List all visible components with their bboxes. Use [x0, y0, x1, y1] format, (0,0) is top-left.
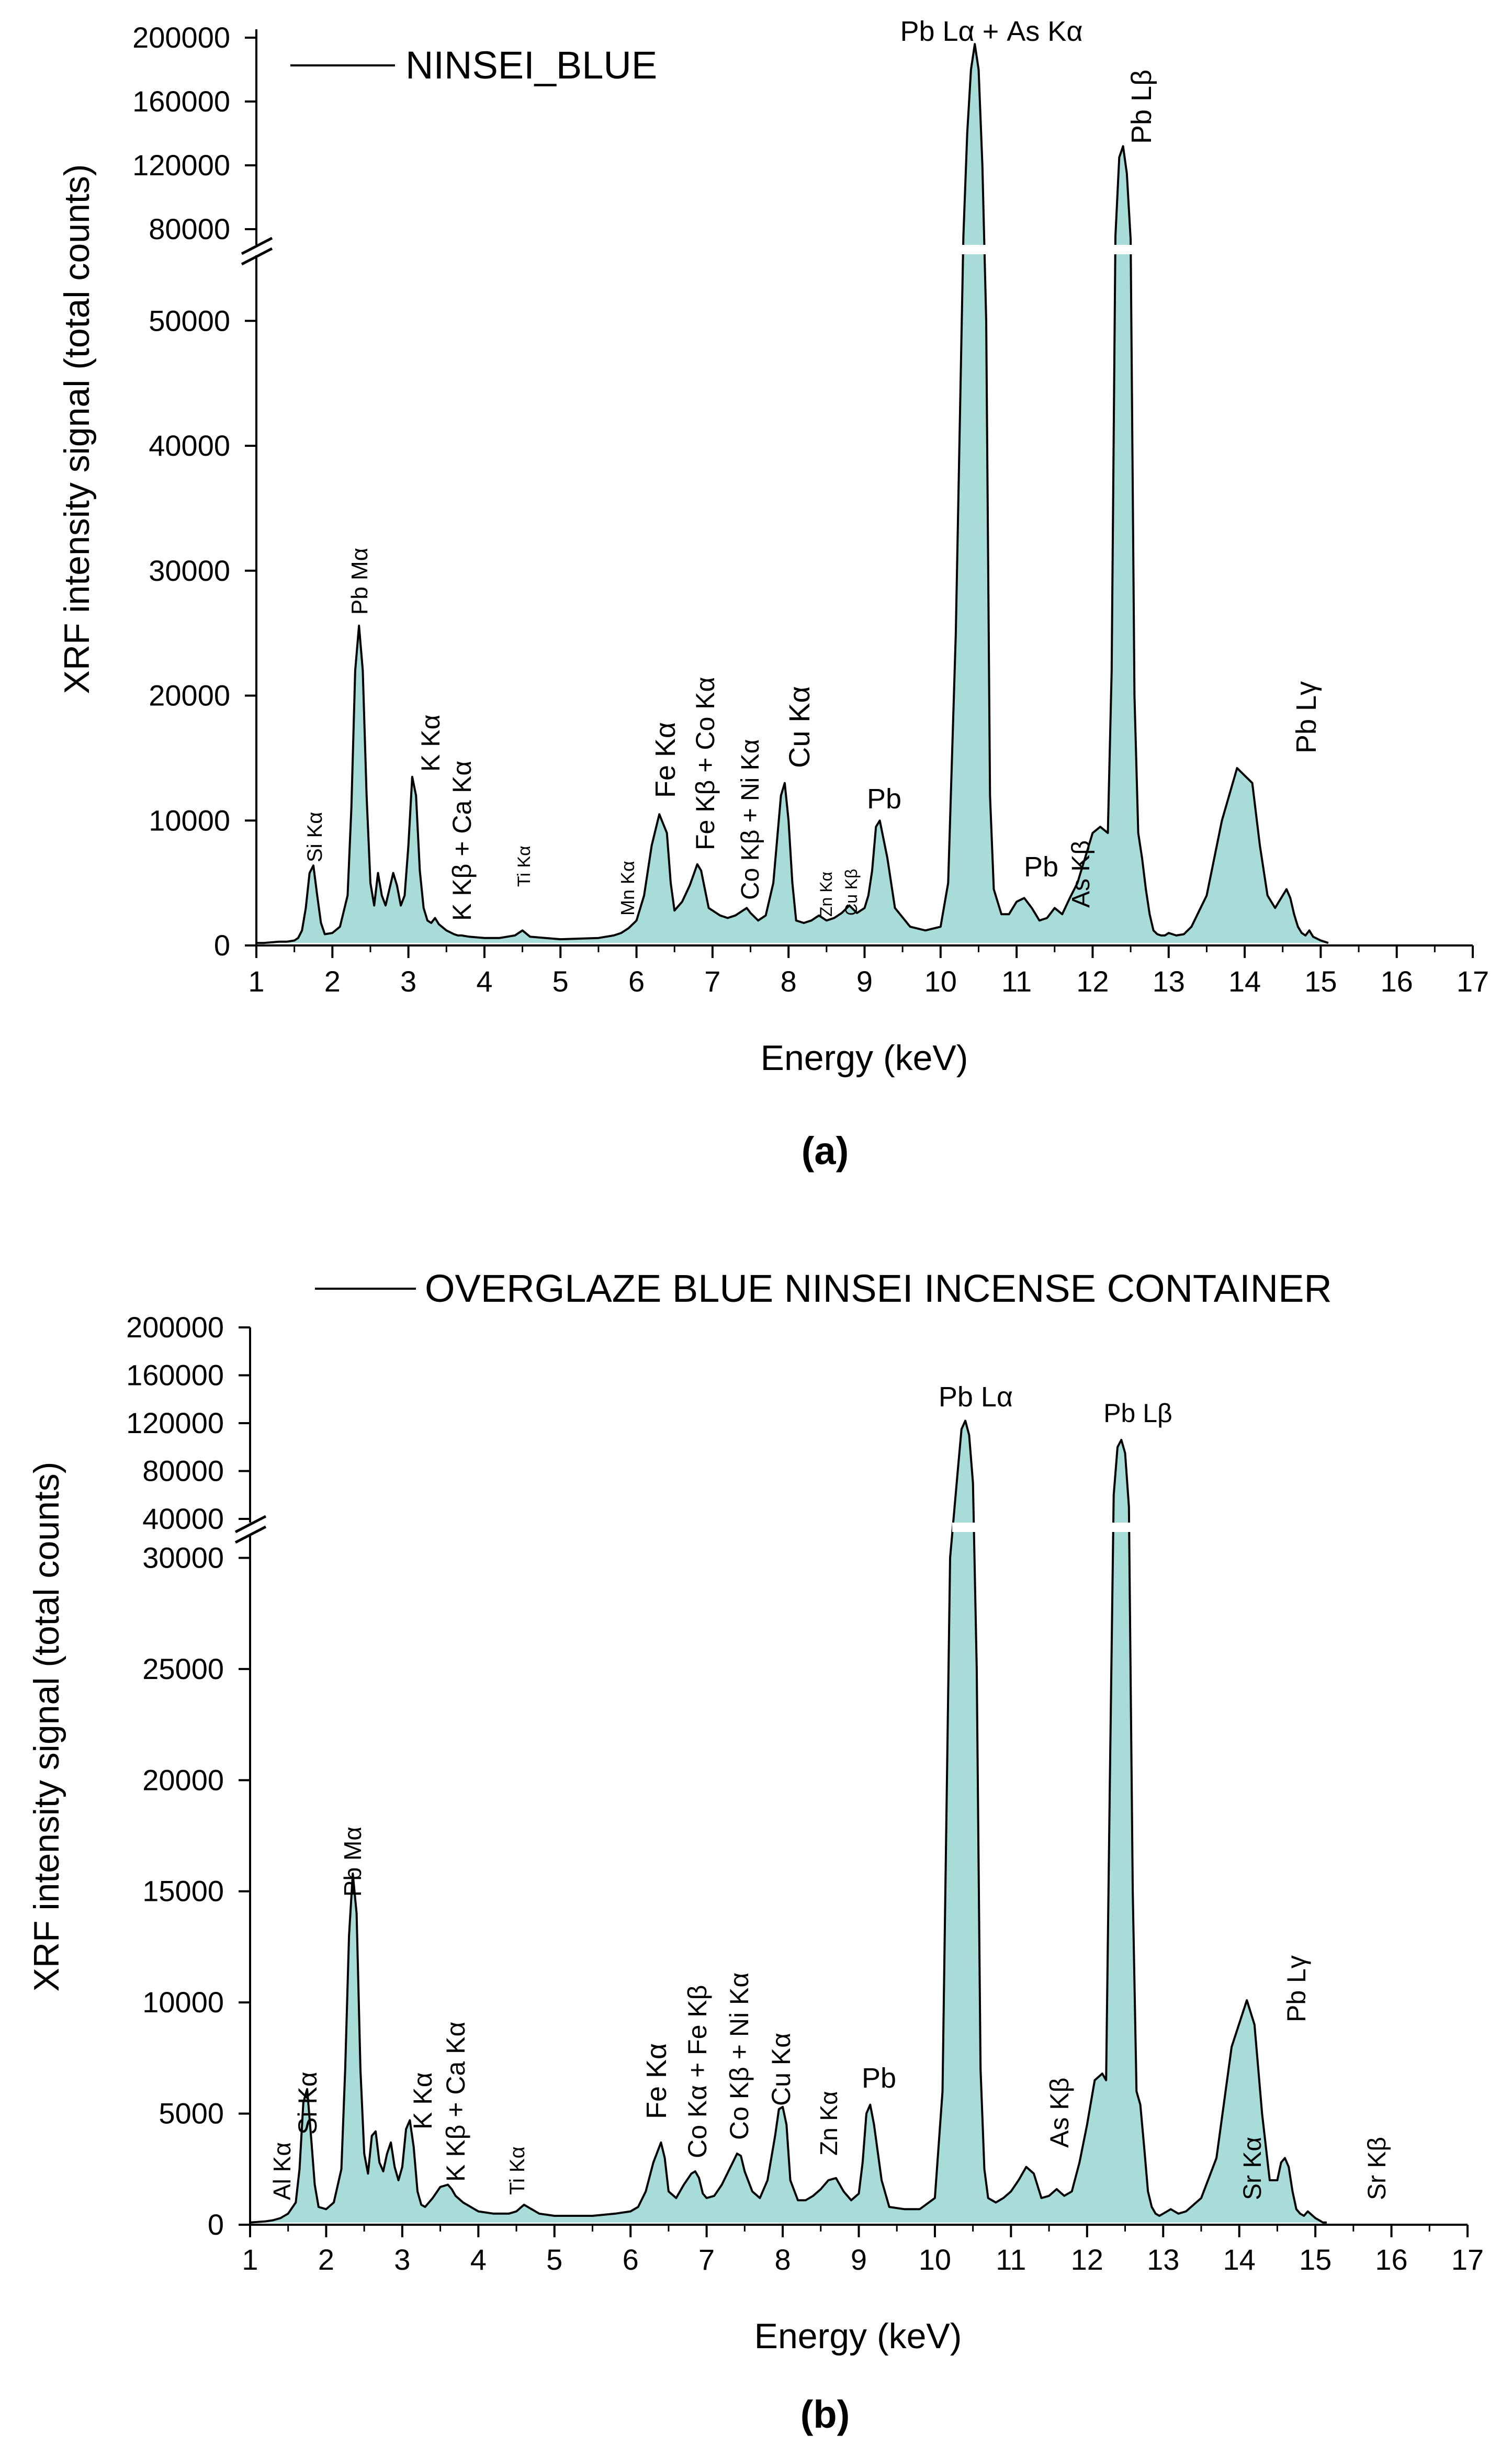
x-tick-label-a-11: 11	[1001, 965, 1032, 998]
annot-b-sr-kb: Sr Kβ	[1363, 2137, 1391, 2200]
y-tick-label-a-80000: 80000	[149, 212, 230, 245]
y-tick-label-a-0: 0	[213, 929, 230, 962]
annot-a-si-ka: Si Kα	[303, 812, 326, 862]
x-tick-label-b-1: 1	[242, 2243, 258, 2276]
x-tick-label-a-6: 6	[628, 965, 645, 998]
x-tick-label-b-15: 15	[1299, 2243, 1332, 2276]
panel-a-break-gap-peak2	[1109, 245, 1159, 254]
x-tick-label-a-5: 5	[552, 965, 569, 998]
annot-b-pb-la: Pb Lα	[938, 1381, 1013, 1413]
annot-a-as-kb: As Kβ	[1067, 840, 1095, 908]
y-tick-label-b-10000: 10000	[142, 1986, 224, 2019]
x-tick-label-b-6: 6	[622, 2243, 639, 2276]
panel-b-y-axis-label: XRF intensity signal (total counts)	[27, 1461, 66, 1992]
x-tick-label-b-14: 14	[1223, 2243, 1256, 2276]
y-tick-label-a-20000: 20000	[149, 679, 230, 712]
panel-a-x-axis-label: Energy (keV)	[760, 1038, 968, 1078]
x-tick-label-b-10: 10	[918, 2243, 952, 2276]
x-tick-label-b-3: 3	[394, 2243, 411, 2276]
x-tick-label-b-7: 7	[698, 2243, 715, 2276]
annot-a-mn-ka: Mn Kα	[617, 861, 638, 916]
x-tick-label-a-9: 9	[856, 965, 873, 998]
x-tick-label-a-10: 10	[924, 965, 957, 998]
x-tick-label-b-11: 11	[996, 2243, 1026, 2276]
y-tick-label-b-30000: 30000	[142, 1541, 224, 1574]
y-tick-label-a-160000: 160000	[132, 85, 230, 118]
annot-b-k-ka: K Kα	[408, 2072, 437, 2129]
y-tick-label-a-120000: 120000	[132, 149, 230, 182]
y-tick-label-b-5000: 5000	[159, 2097, 224, 2130]
annot-b-zn-ka: Zn Kα	[815, 2091, 842, 2156]
x-tick-label-a-8: 8	[780, 965, 797, 998]
panel-a-panel-label: (a)	[801, 1129, 849, 1173]
annot-b-pb: Pb	[861, 2063, 897, 2094]
annot-a-k-ka: K Kα	[416, 714, 445, 772]
y-tick-label-b-25000: 25000	[142, 1652, 224, 1685]
x-tick-label-a-13: 13	[1152, 965, 1185, 998]
annot-b-co-ka-fe-kb: Co Kα + Fe Kβ	[683, 1985, 712, 2158]
x-tick-label-a-3: 3	[400, 965, 417, 998]
y-tick-label-b-20000: 20000	[142, 1763, 224, 1797]
x-tick-label-b-16: 16	[1375, 2243, 1408, 2276]
annot-a-cu-ka: Cu Kα	[783, 686, 816, 768]
annot-a-fe-ka: Fe Kα	[650, 722, 681, 798]
x-tick-label-b-8: 8	[774, 2243, 791, 2276]
panel-a-y-axis-label: XRF intensity signal (total counts)	[57, 164, 97, 694]
annot-a-pb-lb: Pb Lβ	[1126, 69, 1157, 144]
annot-a-pb-lg: Pb Lγ	[1291, 681, 1322, 753]
panel-b-x-ticks	[242, 2225, 1484, 2276]
x-tick-label-a-7: 7	[704, 965, 721, 998]
panel-a-spectrum-line	[256, 44, 1328, 943]
x-tick-label-a-4: 4	[476, 965, 493, 998]
x-tick-label-a-15: 15	[1304, 965, 1337, 998]
panel-b-chart	[27, 1267, 1484, 2436]
y-tick-label-a-200000: 200000	[132, 21, 230, 54]
y-tick-label-a-30000: 30000	[149, 554, 230, 587]
x-tick-label-b-17: 17	[1451, 2243, 1484, 2276]
annot-a-k-kb-ca-ka: K Kβ + Ca Kα	[447, 760, 477, 921]
x-tick-label-b-5: 5	[546, 2243, 563, 2276]
annot-b-si-ka: Si Kα	[293, 2071, 322, 2135]
panel-b-break-gap-peak1	[952, 1523, 1002, 1532]
y-tick-label-b-80000: 80000	[142, 1454, 224, 1488]
panel-b-y-ticks	[126, 1311, 250, 2241]
annot-b-pb-lg: Pb Lγ	[1282, 1955, 1311, 2022]
annot-a-co-kb-ni-ka: Co Kβ + Ni Kα	[737, 739, 764, 900]
x-tick-label-b-4: 4	[470, 2243, 487, 2276]
x-tick-label-b-12: 12	[1070, 2243, 1103, 2276]
x-tick-label-a-12: 12	[1076, 965, 1109, 998]
annot-b-sr-ka: Sr Kα	[1239, 2136, 1267, 2200]
annot-a-pb-2: Pb	[1023, 851, 1059, 883]
x-tick-label-a-17: 17	[1456, 965, 1490, 998]
annot-b-co-kb-ni-ka: Co Kβ + Ni Kα	[725, 1972, 754, 2140]
annot-a-cu-kb: Cu Kβ	[842, 869, 861, 916]
panel-a-y-ticks	[132, 21, 256, 962]
annot-a-ti-ka: Ti Kα	[514, 846, 534, 887]
annot-b-ti-ka: Ti Kα	[506, 2146, 529, 2195]
x-tick-label-a-14: 14	[1228, 965, 1261, 998]
panel-a-legend-label: NINSEI_BLUE	[405, 43, 658, 87]
annot-b-fe-ka: Fe Kα	[641, 2043, 672, 2119]
y-tick-label-b-200000: 200000	[126, 1311, 224, 1344]
y-tick-label-b-40000: 40000	[142, 1502, 224, 1535]
y-tick-label-b-160000: 160000	[126, 1358, 224, 1392]
panel-b-x-axis-label: Energy (keV)	[754, 2316, 962, 2356]
x-tick-label-a-16: 16	[1380, 965, 1413, 998]
annot-b-al-ka: Al Kα	[268, 2142, 296, 2200]
y-tick-label-a-40000: 40000	[149, 429, 230, 462]
x-tick-label-b-2: 2	[318, 2243, 335, 2276]
x-tick-label-a-2: 2	[324, 965, 341, 998]
y-tick-label-b-120000: 120000	[126, 1406, 224, 1439]
y-tick-label-a-50000: 50000	[149, 304, 230, 337]
panel-b-break-gap-peak2	[1101, 1523, 1151, 1532]
annot-b-pb-ma: Pb Mα	[339, 1827, 366, 1897]
panel-a-break-gap-peak1	[957, 245, 1007, 254]
x-tick-label-b-9: 9	[850, 2243, 867, 2276]
annot-a-zn-ka: Zn Kα	[817, 871, 836, 917]
annot-a-pb-1: Pb	[866, 783, 902, 815]
annot-a-fe-kb-co-ka: Fe Kβ + Co Kα	[691, 677, 720, 850]
panel-b-panel-label: (b)	[800, 2393, 850, 2436]
annot-b-pb-lb: Pb Lβ	[1103, 1399, 1172, 1428]
panel-a-chart	[57, 16, 1489, 1173]
annot-b-cu-ka: Cu Kα	[766, 2032, 796, 2106]
y-tick-label-b-0: 0	[207, 2208, 224, 2241]
x-tick-label-a-1: 1	[248, 965, 265, 998]
annot-b-k-kb-ca-ka: K Kβ + Ca Kα	[441, 2021, 470, 2182]
annot-b-as-kb: As Kβ	[1045, 2077, 1074, 2148]
panel-a-x-ticks	[248, 945, 1489, 998]
annot-a-pb-la-as-ka: Pb Lα + As Kα	[900, 16, 1083, 47]
annot-a-pb-ma: Pb Mα	[347, 547, 373, 615]
panel-b-legend-label: OVERGLAZE BLUE NINSEI INCENSE CONTAINER	[425, 1267, 1332, 1310]
y-tick-label-a-10000: 10000	[149, 804, 230, 837]
x-tick-label-b-13: 13	[1147, 2243, 1180, 2276]
y-tick-label-b-15000: 15000	[142, 1874, 224, 1908]
